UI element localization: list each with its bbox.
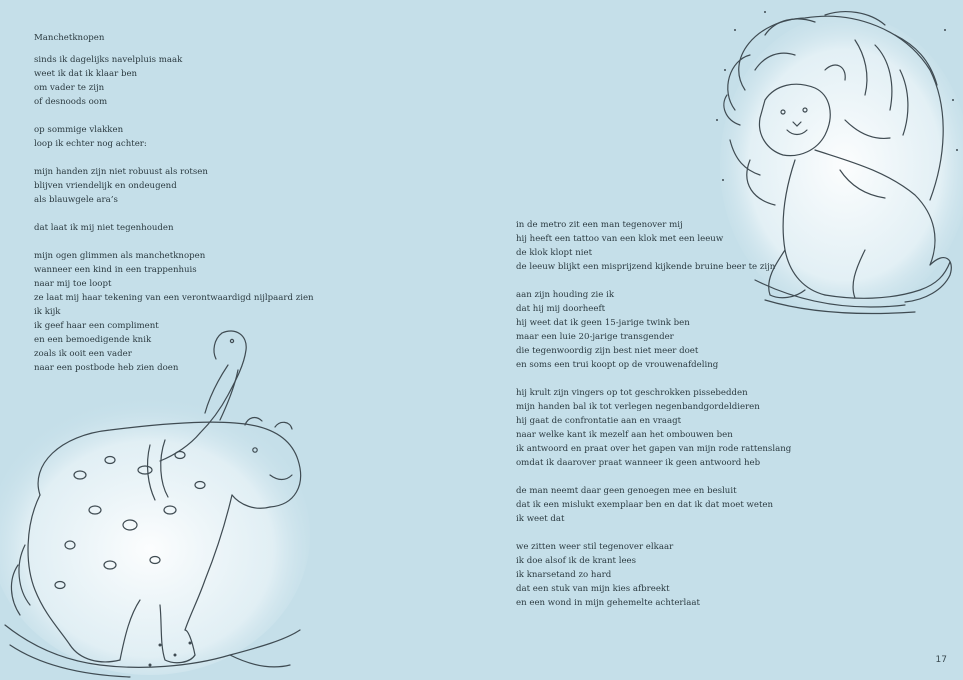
poem-line: zoals ik ooit een vader <box>34 349 132 359</box>
poem-line: aan zijn houding zie ik <box>516 290 615 300</box>
poem-line: en soms een trui koopt op de vrouwenafdeling <box>516 360 719 370</box>
stanza <box>34 123 314 151</box>
poem-line: hij gaat de confrontatie aan en vraagt <box>516 416 682 426</box>
poem-line: dat ik een mislukt exemplaar ben en dat ik dat moet weten <box>516 500 774 510</box>
poem-line: naar welke kant ik mezelf aan het ombouwen ben <box>516 430 733 440</box>
stanza <box>516 386 791 470</box>
poem-line: hij weet dat ik geen 15-jarige twink ben <box>516 318 690 328</box>
stanza <box>516 540 791 610</box>
stanza <box>34 165 314 207</box>
poem-line: blijven vriendelijk en ondeugend <box>34 181 177 191</box>
poem-line: hij krult zijn vingers op tot geschrokken pissebedden <box>516 388 748 398</box>
poem-line: en een bemoedigende knik <box>34 335 152 345</box>
stanza <box>516 484 791 526</box>
poem-title: Manchetknopen <box>34 33 105 43</box>
poem-line: als blauwgele ara’s <box>34 195 118 205</box>
poem-line: dat een stuk van mijn kies afbreekt <box>516 584 670 594</box>
poem-line: ik kijk <box>34 307 61 317</box>
poem-line: de man neemt daar geen genoegen mee en besluit <box>516 486 737 496</box>
poem-line: maar een luie 20-jarige transgender <box>516 332 674 342</box>
poem-line: ik weet dat <box>516 514 565 524</box>
stanza <box>34 221 314 235</box>
hippo-parrot-illustration <box>0 325 320 680</box>
poem-line: we zitten weer stil tegenover elkaar <box>516 542 674 552</box>
poem-line: om vader te zijn <box>34 83 105 93</box>
poem-line: naar mij toe loopt <box>34 279 112 289</box>
stanza <box>34 53 314 109</box>
poem-line: ik antwoord en praat over het gapen van mijn rode rattenslang <box>516 444 792 454</box>
stanza <box>34 249 314 375</box>
stanza <box>516 288 791 372</box>
poem-line: dat hij mij doorheeft <box>516 304 606 314</box>
poem-line: naar een postbode heb zien doen <box>34 363 179 373</box>
poem-line: ze laat mij haar tekening van een verontwaardigd nijlpaard zien <box>34 293 314 303</box>
poem-line: loop ik echter nog achter: <box>34 139 147 149</box>
page-number: 17 <box>935 655 947 665</box>
right-poem <box>516 218 791 610</box>
stanza <box>516 218 791 274</box>
poem-line: de klok klopt niet <box>516 248 593 258</box>
poem-line: ik doe alsof ik de krant lees <box>516 556 637 566</box>
poem-line: weet ik dat ik klaar ben <box>34 69 138 79</box>
poem-line: wanneer een kind in een trappenhuis <box>34 265 197 275</box>
poem-line: mijn handen bal ik tot verlegen negenbandgordeldieren <box>516 402 760 412</box>
poem-line: of desnoods oom <box>34 97 108 107</box>
poem-line: en een wond in mijn gehemelte achterlaat <box>516 598 700 608</box>
poem-line: hij heeft een tattoo van een klok met een leeuw <box>516 234 724 244</box>
poem-line: ik knarsetand zo hard <box>516 570 612 580</box>
left-poem <box>34 31 314 375</box>
poem-line: de leeuw blijkt een misprijzend kijkende bruine beer te zijn <box>516 262 776 272</box>
poem-line: mijn handen zijn niet robuust als rotsen <box>34 167 208 177</box>
poem-line: die tegenwoordig zijn best niet meer doet <box>516 346 699 356</box>
poem-line: ik geef haar een compliment <box>34 321 159 331</box>
poem-line: sinds ik dagelijks navelpluis maak <box>34 55 183 65</box>
poem-line: mijn ogen glimmen als manchetknopen <box>34 251 206 261</box>
poem-line: op sommige vlakken <box>34 125 124 135</box>
poem-line: in de metro zit een man tegenover mij <box>516 220 683 230</box>
poem-line: dat laat ik mij niet tegenhouden <box>34 223 174 233</box>
poem-line: omdat ik daarover praat wanneer ik geen antwoord heb <box>516 458 761 468</box>
